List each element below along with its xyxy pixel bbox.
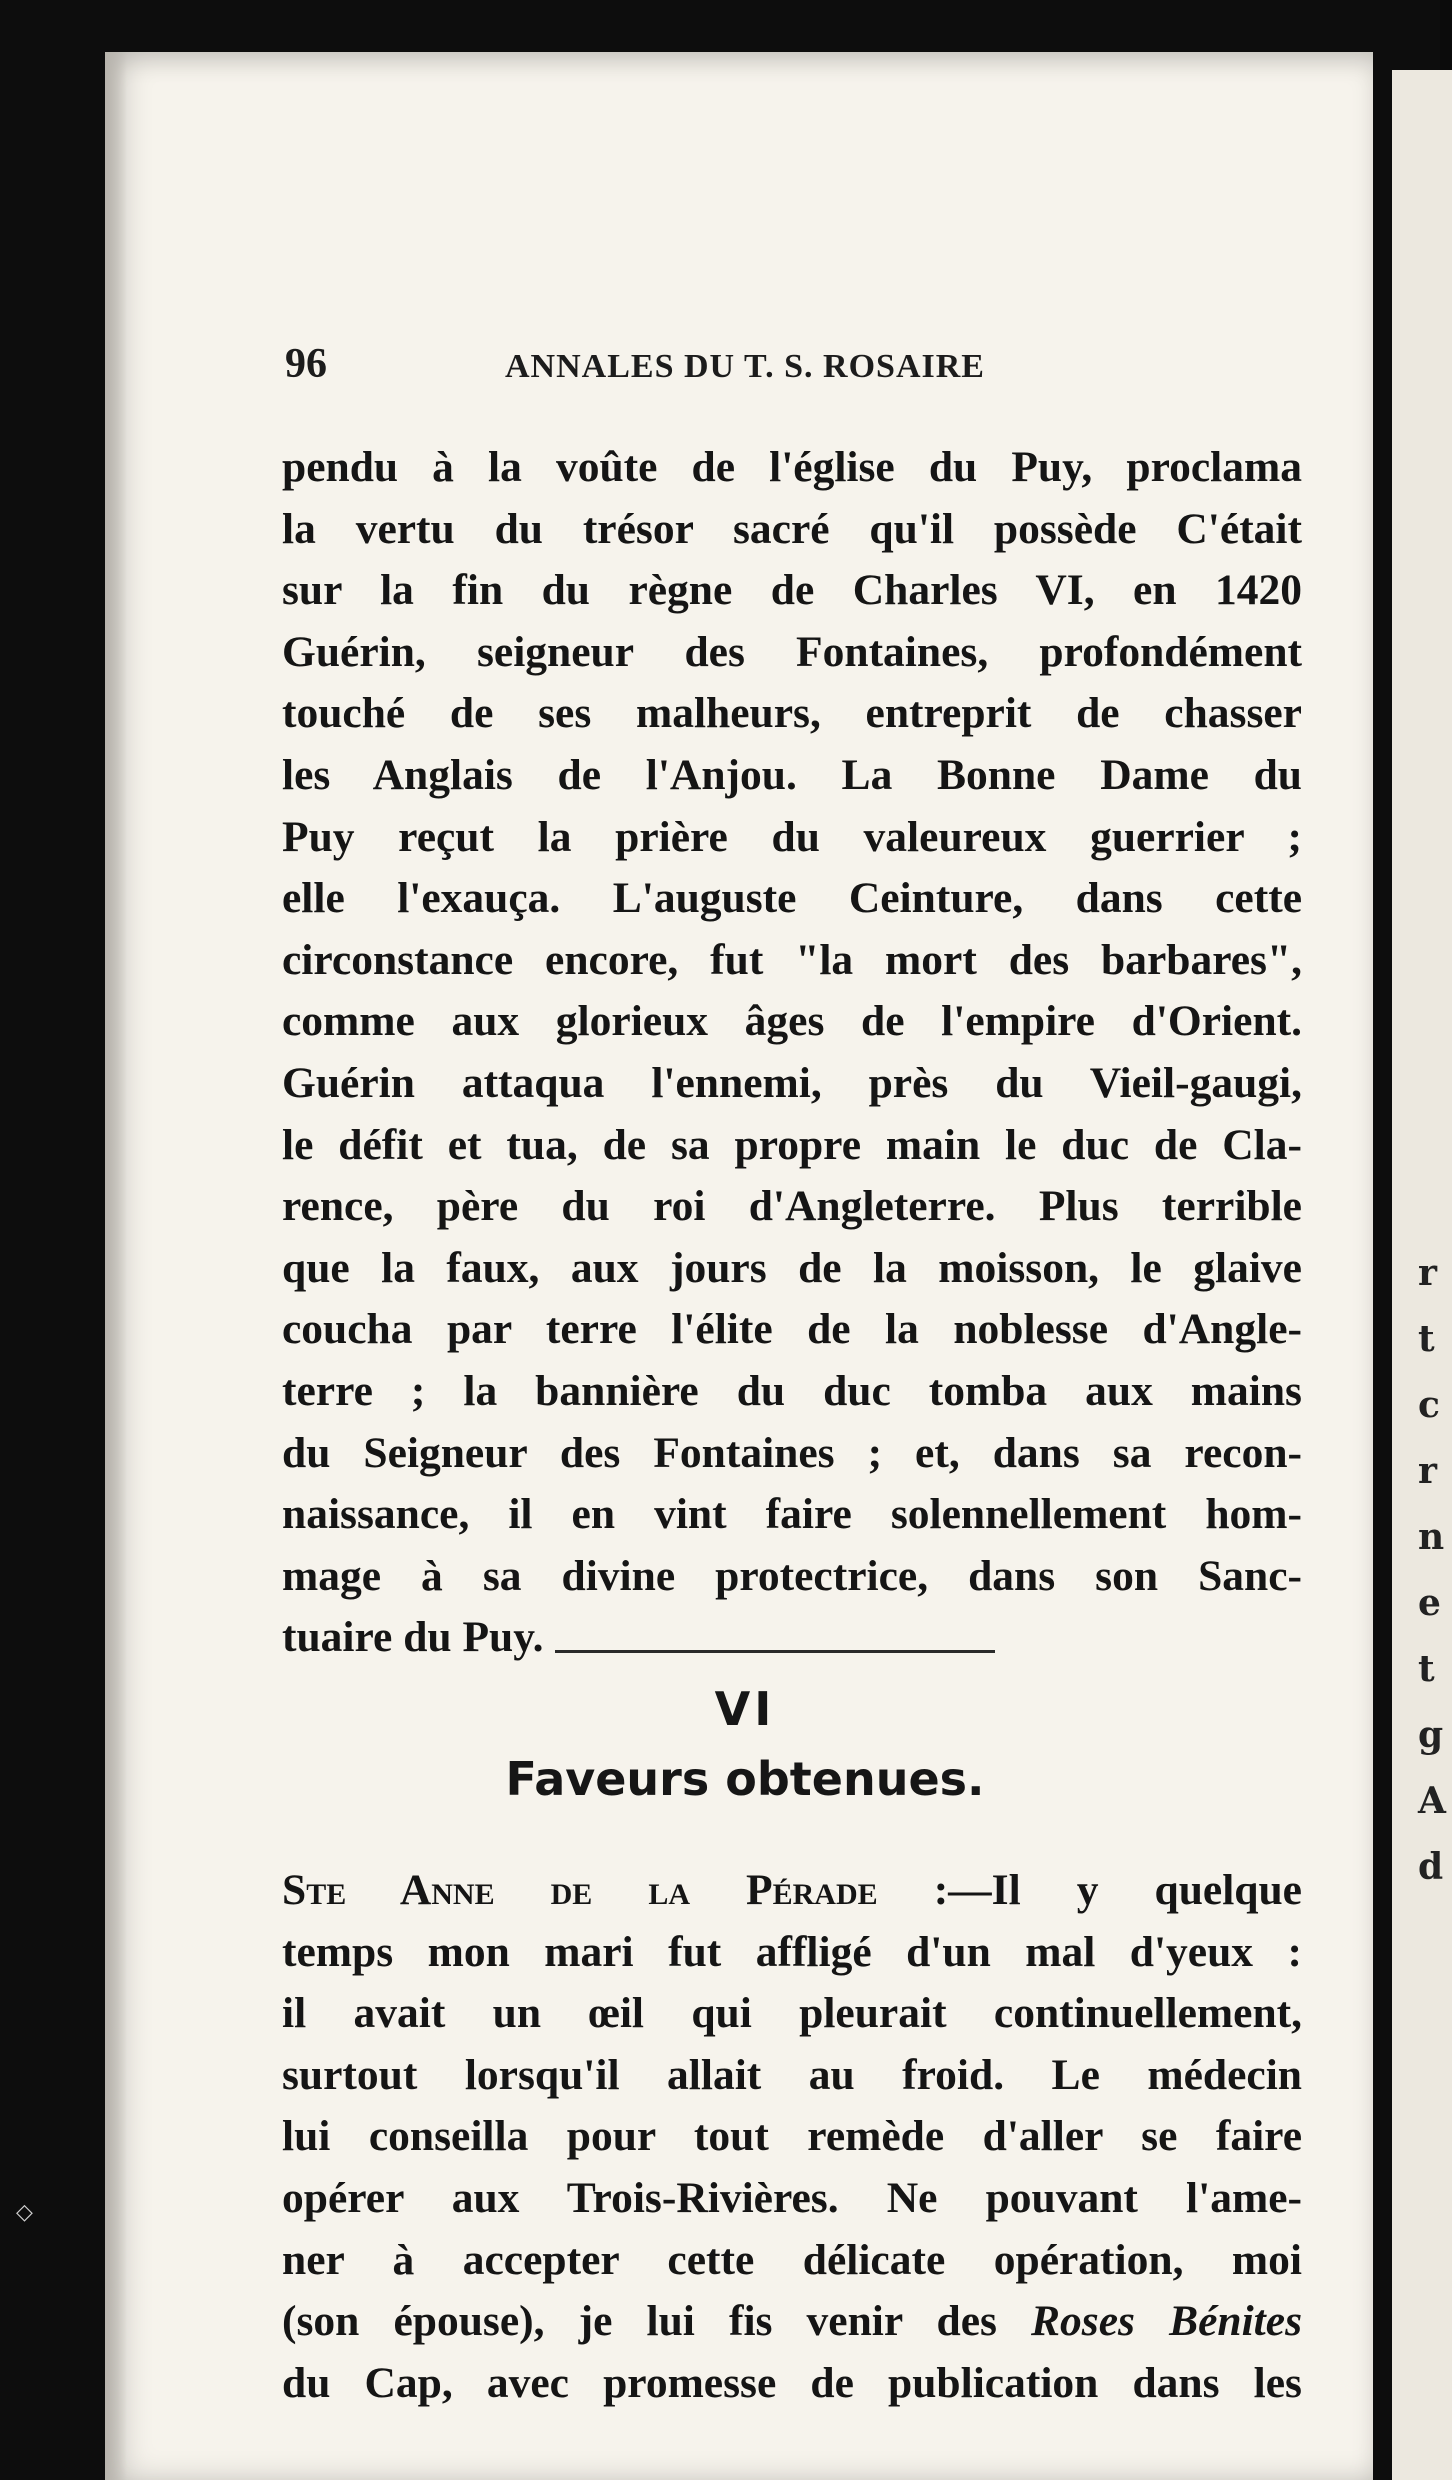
text-line: temps mon mari fut affligé d'un mal d'yeux :	[282, 1927, 1302, 1976]
facing-letter: g	[1418, 1714, 1444, 1756]
text-line: ner à accepter cette délicate opération, moi	[282, 2235, 1302, 2284]
italic-run: Roses Bénites	[1031, 2297, 1302, 2346]
text-line: la vertu du trésor sacré qu'il possède C'était	[282, 504, 1302, 553]
page-header	[285, 340, 1335, 400]
section-title: Faveurs obtenues.	[505, 1752, 985, 1806]
section-divider	[555, 1650, 995, 1653]
section-number: VI	[714, 1682, 776, 1736]
facing-letter: t	[1418, 1318, 1435, 1360]
text-line: tuaire du Puy.	[282, 1613, 544, 1662]
facing-letter: r	[1418, 1450, 1437, 1492]
text-line: touché de ses malheurs, entreprit de chasser	[282, 689, 1302, 738]
text-line: du Cap, avec promesse de publication dans les	[282, 2358, 1302, 2407]
text-line: le défit et tua, de sa propre main le duc de Cla-	[282, 1120, 1302, 1169]
text-line: Guérin attaqua l'ennemi, près du Vieil-gaugi,	[282, 1058, 1302, 1107]
text-line	[282, 1860, 1302, 1922]
place-name: Ste Anne de la Pérade	[282, 1866, 878, 1914]
body-paragraph-2	[282, 1860, 1302, 2414]
facing-letter: c	[1418, 1384, 1440, 1426]
text-line: naissance, il en vint faire solennellement hom-	[282, 1490, 1302, 1539]
text-line: rence, père du roi d'Angleterre. Plus terrible	[282, 1182, 1302, 1231]
text-line: opérer aux Trois-Rivières. Ne pouvant l'ame-	[282, 2173, 1302, 2222]
running-title: ANNALES DU T. S. ROSAIRE	[505, 348, 985, 385]
text-line: il avait un œil qui pleurait continuellement,	[282, 1989, 1302, 2038]
facing-letter: A	[1418, 1780, 1446, 1822]
text-line: terre ; la bannière du duc tomba aux mains	[282, 1366, 1302, 1415]
text-line: coucha par terre l'élite de la noblesse d'Angle-	[282, 1305, 1302, 1354]
text-line: pendu à la voûte de l'église du Puy, proclama	[282, 443, 1302, 491]
text-line: du Seigneur des Fontaines ; et, dans sa recon-	[282, 1428, 1302, 1477]
text-line: elle l'exauça. L'auguste Ceinture, dans cette	[282, 874, 1302, 923]
text-line: comme aux glorieux âges de l'empire d'Orient.	[282, 997, 1302, 1046]
page-gutter-shadow	[105, 52, 127, 2480]
text-run: :—Il y quelque	[877, 1866, 1302, 1914]
text-line: circonstance encore, fut "la mort des barbares",	[282, 935, 1302, 984]
facing-letter: n	[1418, 1516, 1445, 1558]
text-line: Guérin, seigneur des Fontaines, profondément	[282, 627, 1302, 676]
scan-mark-icon: ◇	[16, 2200, 33, 2225]
text-line: lui conseilla pour tout remède d'aller se faire	[282, 2112, 1302, 2161]
text-line: les Anglais de l'Anjou. La Bonne Dame du	[282, 750, 1302, 799]
text-line: surtout lorsqu'il allait au froid. Le médecin	[282, 2050, 1302, 2099]
facing-letter: t	[1418, 1648, 1435, 1690]
text-line: que la faux, aux jours de la moisson, le glaive	[282, 1243, 1302, 1292]
facing-letter: e	[1418, 1582, 1441, 1624]
page-number: 96	[285, 341, 327, 387]
text-line: mage à sa divine protectrice, dans son Sanc-	[282, 1551, 1302, 1600]
text-run: (son épouse), je lui fis venir des	[282, 2297, 1032, 2346]
body-paragraph-1	[282, 437, 1302, 1669]
facing-letter: d	[1418, 1846, 1444, 1888]
text-line	[282, 2291, 1302, 2353]
text-line: Puy reçut la prière du valeureux guerrier ;	[282, 812, 1302, 861]
facing-letter: r	[1418, 1252, 1437, 1294]
text-line: sur la fin du règne de Charles VI, en 1420	[282, 566, 1302, 615]
